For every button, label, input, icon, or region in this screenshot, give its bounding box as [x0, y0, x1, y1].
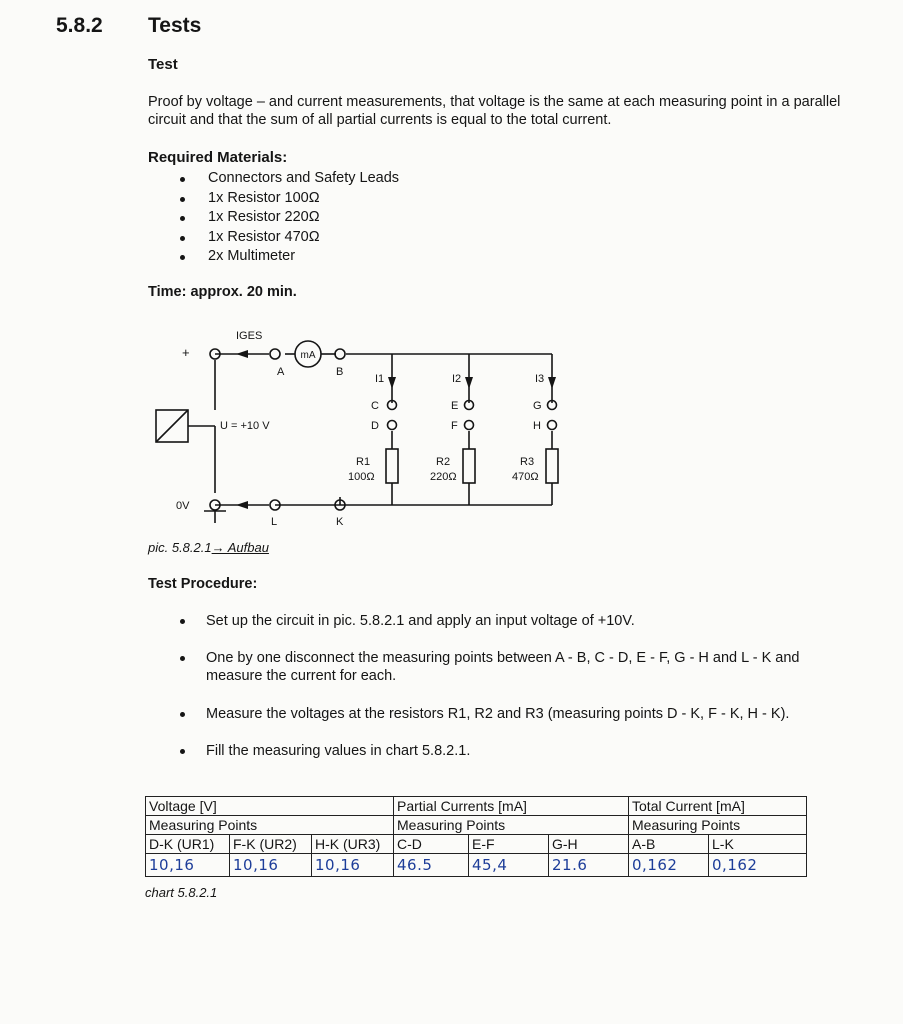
table-row [146, 835, 807, 854]
point-k-label: K [336, 516, 344, 528]
table-cell-value: 0,162 [629, 854, 709, 877]
resistor-r1-name: R1 [356, 456, 371, 468]
table-header-total: Total Current [mA] [629, 797, 807, 816]
point-a-label: A [277, 366, 285, 378]
resistor-r3-name: R3 [520, 456, 535, 468]
circuit-diagram [140, 325, 580, 535]
iges-label: IGES [236, 330, 263, 342]
list-item: One by one disconnect the measuring points between A - B, C - D, E - F, G - H and L - K and measure the current for each. [178, 649, 858, 705]
point-b-label: B [336, 366, 344, 378]
table-subheader: Measuring Points [146, 816, 394, 835]
table-row [146, 797, 807, 816]
resistor-r2-value: 220Ω [430, 471, 457, 483]
measurement-table [145, 796, 807, 877]
table-cell-value: 10,16 [312, 854, 394, 877]
caption-link[interactable]: → Aufbau [211, 540, 269, 555]
point-l-label: L [271, 516, 278, 528]
list-item: 1x Resistor 470Ω [178, 228, 399, 248]
caption-prefix: pic. 5.8.2.1 [148, 540, 212, 555]
current-i2-label: I2 [452, 373, 462, 385]
list-item: 1x Resistor 220Ω [178, 208, 399, 228]
resistor-r2-name: R2 [436, 456, 451, 468]
resistor-r3-value: 470Ω [512, 471, 539, 483]
materials-heading: Required Materials: [148, 149, 288, 166]
table-column-header: L-K [709, 835, 807, 854]
section-title: Tests [148, 14, 202, 37]
table-cell-value: 46.5 [394, 854, 469, 877]
table-header-voltage: Voltage [V] [146, 797, 394, 816]
table-cell-value: 45,4 [469, 854, 549, 877]
table-column-header: D-K (UR1) [146, 835, 230, 854]
list-item: Set up the circuit in pic. 5.8.2.1 and apply an input voltage of +10V. [178, 612, 858, 649]
table-column-header: H-K (UR3) [312, 835, 394, 854]
point-c-label: C [371, 400, 379, 412]
ov-label: 0V [176, 500, 190, 512]
table-subheader: Measuring Points [629, 816, 807, 835]
table-row [146, 854, 807, 877]
table-cell-value: 10,16 [146, 854, 230, 877]
table-cell-value: 21.6 [549, 854, 629, 877]
materials-list [178, 169, 399, 267]
point-e-label: E [451, 400, 459, 412]
procedure-heading: Test Procedure: [148, 576, 258, 592]
table-subheader: Measuring Points [394, 816, 629, 835]
section-number: 5.8.2 [56, 14, 103, 37]
point-f-label: F [451, 420, 458, 432]
test-description: Proof by voltage – and current measurements, that voltage is the same at each measuring point in a parallel circuit and that the sum of all partial currents is equal to the total current. [148, 94, 841, 128]
table-column-header: E-F [469, 835, 549, 854]
list-item: Fill the measuring values in chart 5.8.2.1. [178, 742, 858, 760]
plus-label: + [182, 345, 190, 360]
procedure-list [178, 612, 858, 760]
source-voltage-label: U = +10 V [220, 420, 270, 432]
figure-caption [148, 540, 269, 555]
current-i3-label: I3 [535, 373, 545, 385]
table-column-header: F-K (UR2) [230, 835, 312, 854]
table-column-header: A-B [629, 835, 709, 854]
time-estimate: Time: approx. 20 min. [148, 284, 297, 300]
list-item: Measure the voltages at the resistors R1, R2 and R3 (measuring points D - K, F - K, H - K). [178, 705, 858, 742]
point-h-label: H [533, 420, 541, 432]
list-item: Connectors and Safety Leads [178, 169, 399, 189]
point-d-label: D [371, 420, 379, 432]
table-caption: chart 5.8.2.1 [145, 885, 218, 900]
table-column-header: C-D [394, 835, 469, 854]
table-cell-value: 10,16 [230, 854, 312, 877]
table-row [146, 816, 807, 835]
test-heading: Test [148, 56, 178, 73]
table-cell-value: 0,162 [709, 854, 807, 877]
point-g-label: G [533, 400, 542, 412]
current-i1-label: I1 [375, 373, 385, 385]
resistor-r1-value: 100Ω [348, 471, 375, 483]
list-item: 1x Resistor 100Ω [178, 189, 399, 209]
table-column-header: G-H [549, 835, 629, 854]
table-header-partial: Partial Currents [mA] [394, 797, 629, 816]
ammeter-label: mA [300, 350, 316, 361]
list-item: 2x Multimeter [178, 247, 399, 267]
